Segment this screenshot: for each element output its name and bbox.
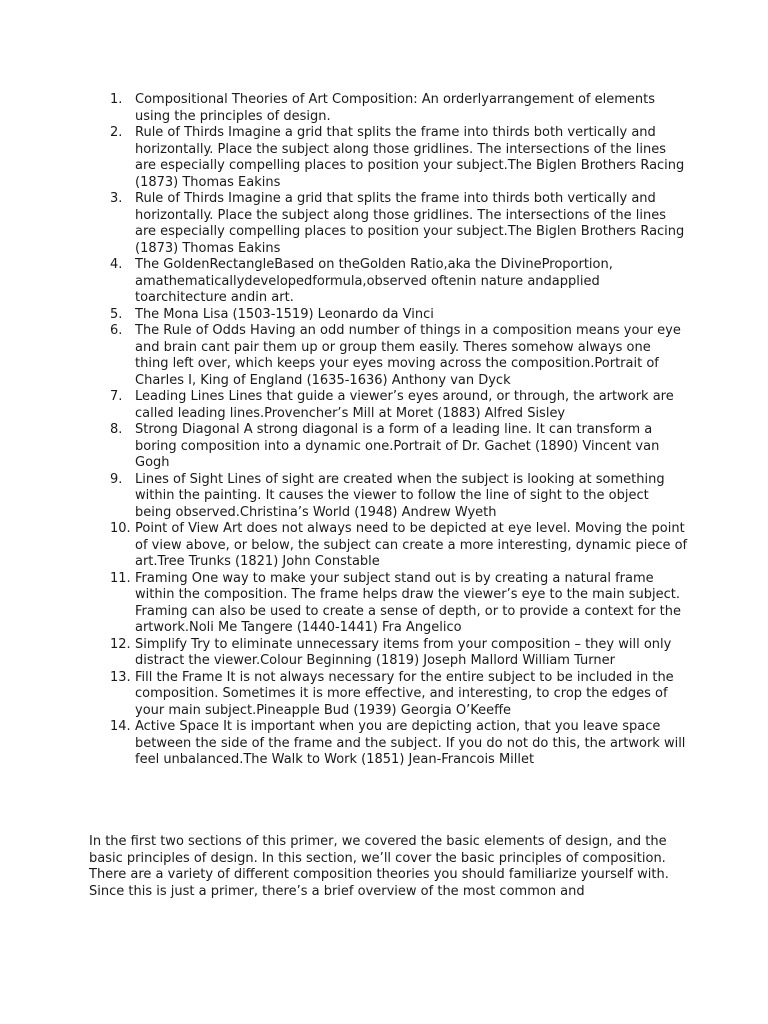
list-item-number: 9. [110, 471, 123, 487]
list-item [108, 637, 688, 670]
list-item-number: 8. [110, 422, 123, 437]
list-item-text: Active Space It is important when you are depicting action, that you leave space between the side of the frame and the subject. If you do not do this, the artwork will feel unbalanced.The Walk to Work (1851) Jean-Francois Millet [135, 719, 686, 767]
list-item [108, 389, 688, 422]
list-item [108, 571, 688, 637]
list-item-text: Leading Lines Lines that guide a viewer’s eyes around, or through, the artwork are called leading lines.Provencher’s Mill at Moret (1883) Alfred Sisley [135, 389, 674, 421]
list-item [108, 92, 688, 125]
list-item-number: 14. [110, 719, 131, 734]
list-item [108, 125, 688, 191]
composition-theories-list [108, 92, 688, 769]
list-item-text: The Rule of Odds Having an odd number of things in a composition means your eye and brain cant pair them up or group them easily. Theres somehow always one thing left over, which keeps your eyes moving across the composition.Portrait of Charles I, King of England (1635-1636) Anthony van Dyck [135, 323, 681, 388]
list-item-number: 10. [110, 521, 131, 536]
list-item [108, 521, 688, 571]
list-item-text: Fill the Frame It is not always necessary for the entire subject to be included in the composition. Sometimes it is more effective, and interesting, to crop the edges of your main subject.Pineapple Bud (1939) Georgia O’Keeffe [135, 669, 674, 718]
list-item-text: Compositional Theories of Art Composition: An orderlyarrangement of elements using the principles of design. [135, 92, 656, 124]
list-item [108, 307, 688, 324]
list-item-number: 5. [110, 306, 123, 322]
list-item-number: 11. [110, 570, 131, 586]
list-item [108, 257, 688, 307]
list-item [108, 719, 688, 769]
list-item [108, 472, 688, 522]
intro-paragraph: There are a variety of different composition theories you should familiarize yourself with. Since this is just a primer, there’s a brief overview of the most common and [89, 867, 669, 899]
list-item [108, 323, 688, 389]
list-item [108, 422, 688, 472]
intro-paragraph: In the first two sections of this primer, we covered the basic elements of design, and the basic principles of design. In this section, we’ll cover the basic principles of composition. [89, 834, 667, 866]
list-item [108, 670, 688, 720]
list-item [108, 191, 688, 257]
list-item-text: Rule of Thirds Imagine a grid that splits the frame into thirds both vertically and horizontally. Place the subject along those gridlines. The intersections of the lines are especially compelling places to position your subject.The Biglen Brothers Racing (1873) Thomas Eakins [135, 191, 685, 256]
list-item-text: Rule of Thirds Imagine a grid that splits the frame into thirds both vertically and horizontally. Place the subject along those gridlines. The intersections of the lines are especially compelling places to position your subject.The Biglen Brothers Racing (1873) Thomas Eakins [135, 125, 685, 190]
list-item-text: The GoldenRectangleBased on theGolden Ratio,aka the DivineProportion, amathematicallydevelopedformula,observed oftenin nature andapplied toarchitecture andin art. [135, 257, 613, 305]
list-item-text: Framing One way to make your subject stand out is by creating a natural frame within the composition. The frame helps draw the viewer’s eye to the main subject. Framing can also be used to create a sense of depth, or to provide a context for the artwork.Noli Me Tangere (1440-1441) Fra Angelico [135, 570, 681, 635]
list-item-number: 2. [110, 125, 123, 140]
list-item-text: Lines of Sight Lines of sight are created when the subject is looking at something within the painting. It causes the viewer to follow the line of sight to the object being observed.Christina’s World (1948) Andrew Wyeth [135, 471, 665, 520]
list-item-number: 3. [110, 191, 123, 206]
list-item-number: 13. [110, 669, 131, 685]
list-item-number: 6. [110, 323, 123, 338]
list-item-text: Point of View Art does not always need to be depicted at eye level. Moving the point of view above, or below, the subject can create a more interesting, dynamic piece of art.Tree Trunks (1821) John Constable [135, 521, 688, 569]
list-item-text: Strong Diagonal A strong diagonal is a form of a leading line. It can transform a boring composition into a dynamic one.Portrait of Dr. Gachet (1890) Vincent van Gogh [135, 422, 660, 470]
list-item-text: The Mona Lisa (1503-1519) Leonardo da Vinci [135, 306, 434, 322]
intro-section [89, 834, 679, 900]
list-item-number: 12. [110, 636, 131, 652]
list-item-number: 7. [110, 389, 123, 404]
list-item-text: Simplify Try to eliminate unnecessary items from your composition – they will only distract the viewer.Colour Beginning (1819) Joseph Mallord William Turner [135, 636, 672, 668]
list-item-number: 1. [110, 92, 123, 107]
list-item-number: 4. [110, 257, 123, 272]
